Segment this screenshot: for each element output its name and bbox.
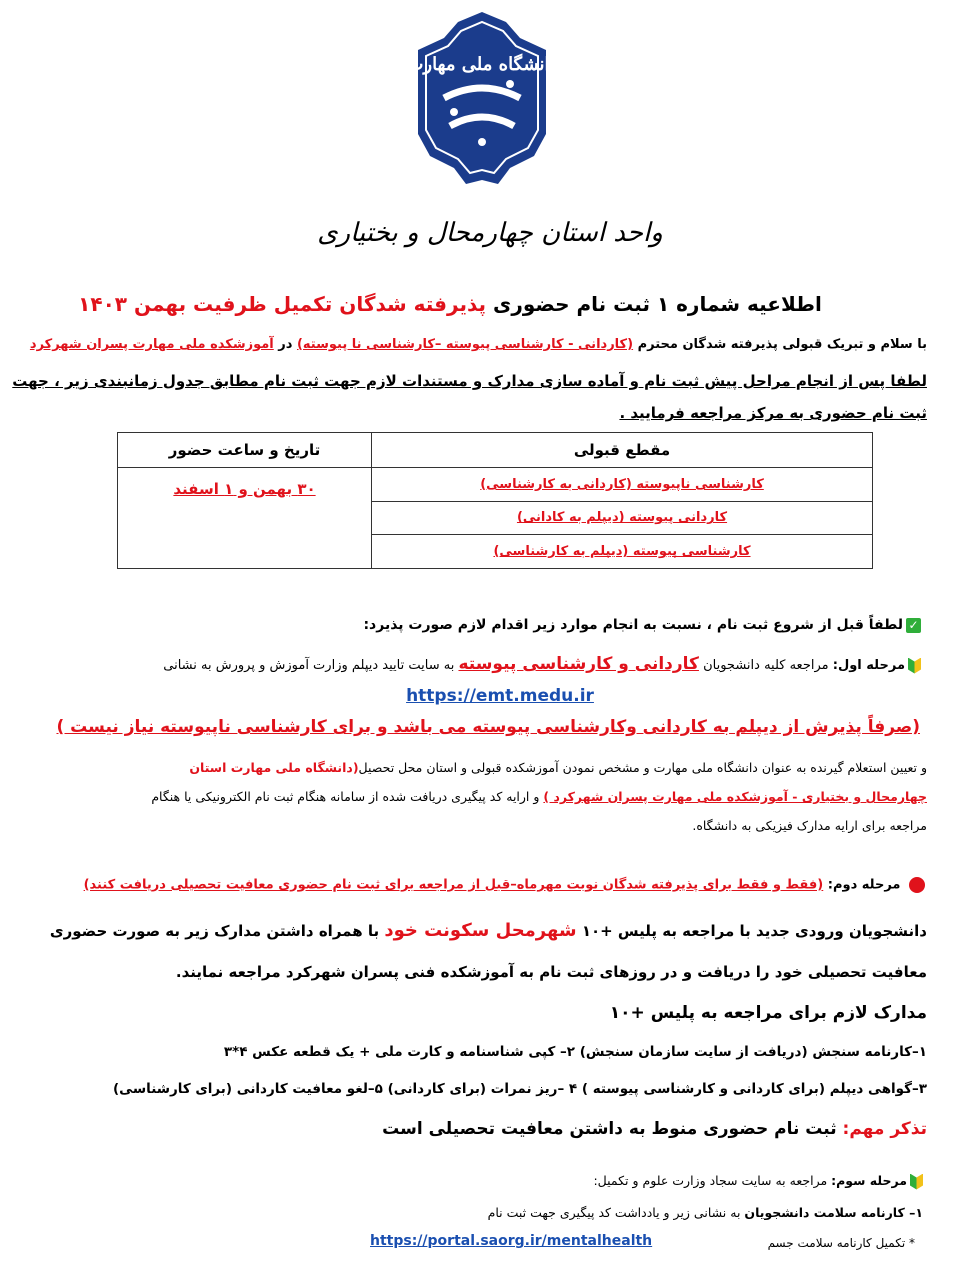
table-cell-level: کاردانی پیوسته (دیپلم به کادانی) bbox=[372, 501, 873, 535]
heading-prefix: اطلاعیه شماره ۱ ثبت نام حضوری bbox=[486, 292, 822, 316]
pre-instructions bbox=[363, 617, 921, 633]
step2-text-a: دانشجویان ورودی جدید با مراجعه به پلیس +۱۰ bbox=[576, 922, 927, 940]
emt-link[interactable]: https://emt.medu.ir bbox=[406, 686, 594, 706]
unit-title: واحد استان چهارمحال و بختیاری bbox=[317, 218, 663, 248]
step1-para-2-text: و ارایه کد پیگیری دریافت شده از سامانه هنگام ثبت نام الکترونیکی یا هنگام bbox=[151, 789, 544, 804]
step1-para-1-highlight: (دانشگاه ملی مهارت استان bbox=[189, 760, 359, 775]
step1-text-a: مراجعه کلیه دانشجویان bbox=[698, 658, 833, 673]
step2-label: مرحله دوم: bbox=[823, 877, 905, 893]
intro-in: در bbox=[273, 337, 297, 352]
step1-para-1 bbox=[189, 760, 927, 775]
step1-highlight: کاردانی و کارشناسی پیوسته bbox=[458, 654, 699, 674]
table-row bbox=[118, 468, 873, 502]
step1-note: (صرفاً پذیرش از دیپلم به کاردانی وکارشناسی پیوسته می باشد و برای کارشناسی ناپیوسته نیاز نیست ) bbox=[56, 717, 920, 737]
table-cell-level: کارشناسی ناپیوسته (کاردانی به کارشناسی) bbox=[372, 468, 873, 502]
step2-note: (فقط و فقط برای پذیرفته شدگان نوبت مهرماه–قبل از مراجعه برای ثبت نام حضوری معافیت تحصیلی دریافت کنند) bbox=[83, 877, 824, 893]
red-circle-icon bbox=[909, 877, 925, 893]
intro-levels: (کاردانی - کارشناسی پیوسته –کارشناسی نا پیوسته) bbox=[296, 337, 634, 352]
reminder bbox=[382, 1119, 927, 1139]
step3-label: مرحله سوم: bbox=[831, 1173, 907, 1188]
step1-label: مرحله اول: bbox=[832, 658, 905, 673]
intro-line-1 bbox=[30, 337, 927, 352]
step2-line-2: معافیت تحصیلی خود را دریافت و در روزهای ثبت نام به آموزشکده فنی پسران شهرکرد مراجعه نمایند. bbox=[175, 963, 927, 981]
logo-shield-icon bbox=[406, 8, 558, 188]
docs-line-2: ۳–گواهی دیپلم (برای کاردانی و کارشناسی پیوسته ) ۴ –ریز نمرات (برای کاردانی) ۵–لغو معافیت کاردانی (برای کارشناسی) bbox=[113, 1081, 927, 1097]
checkmark-icon: ✓ bbox=[906, 618, 921, 633]
step3-item-2: * تکمیل کارنامه سلامت جسم bbox=[767, 1236, 915, 1250]
step1-para-1-text: و تعیین استعلام گیرنده به عنوان دانشگاه ملی مهارت و مشخص نمودن آموزشکده قبولی و استان محل تحصیل bbox=[358, 760, 927, 775]
table-cell-level: کارشناسی پیوسته (دیپلم به کارشناسی) bbox=[372, 535, 873, 569]
intro-greeting: با سلام و تبریک قبولی پذیرفته شدگان محترم bbox=[633, 337, 927, 352]
intro-school: آموزشکده ملی مهارت پسران شهرکرد bbox=[29, 337, 274, 352]
step1-text-b: به سایت تایید دیپلم وزارت آموزش و پرورش به نشانی bbox=[163, 658, 459, 673]
announcement-heading bbox=[60, 292, 840, 316]
beginner-badge-icon bbox=[910, 1174, 923, 1190]
reminder-text: ثبت نام حضوری منوط به داشتن معافیت تحصیلی است bbox=[382, 1119, 843, 1139]
table-header-level: مقطع قبولی bbox=[372, 433, 873, 468]
step1-para-3: مراجعه برای ارایه مدارک فیزیکی به دانشگاه. bbox=[692, 818, 927, 833]
portal-link-row bbox=[370, 1233, 652, 1249]
step1-line bbox=[163, 654, 921, 674]
intro-line-2: لطفا پس از انجام مراحل پیش ثبت نام و آماده سازی مدارک و مستندات لازم جهت ثبت نام مطابق جدول زمانبندی زیر ، جهت bbox=[12, 372, 927, 390]
portal-link[interactable]: https://portal.saorg.ir/mentalhealth bbox=[370, 1233, 653, 1249]
reminder-label: تذکر مهم: bbox=[842, 1119, 927, 1139]
table-header-date: تاریخ و ساعت حضور bbox=[118, 433, 372, 468]
step1-para-2-highlight: چهارمحال و بختیاری - آموزشکده ملی مهارت پسران شهرکرد ) bbox=[543, 789, 927, 804]
docs-line-1: ۱–کارنامه سنجش (دریافت از سایت سازمان سنجش) ۲– کپی شناسنامه و کارت ملی + یک قطعه عکس ۴*۳ bbox=[223, 1044, 927, 1060]
logo-text: دانشگاه ملی مهارت bbox=[406, 54, 558, 75]
step3-item-1-title: ۱– کارنامه سلامت دانشجویان bbox=[744, 1205, 923, 1220]
pre-text: لطفاً قبل از شروع ثبت نام ، نسبت به انجام موارد زیر اقدام لازم صورت پذیرد: bbox=[363, 617, 903, 633]
step1-link-row bbox=[300, 686, 700, 706]
beginner-badge-icon bbox=[908, 658, 921, 674]
intro-line-3: ثبت نام حضوری به مرکز مراجعه فرمایید . bbox=[619, 404, 927, 422]
step3-text: مراجعه به سایت سجاد وزارت علوم و تکمیل: bbox=[593, 1173, 832, 1188]
step3-item-1 bbox=[488, 1205, 923, 1220]
step2-text-b: با همراه داشتن مدارک زیر به صورت حضوری bbox=[49, 922, 385, 940]
university-logo bbox=[406, 8, 558, 188]
schedule-table bbox=[117, 432, 873, 569]
step3-line bbox=[593, 1173, 923, 1190]
step2-line bbox=[84, 877, 925, 893]
step3-item-1-text: به نشانی زیر و یادداشت کد پیگیری جهت ثبت نام bbox=[487, 1205, 745, 1220]
table-header-row bbox=[118, 433, 873, 468]
step2-line-1 bbox=[50, 920, 927, 941]
step2-highlight: شهرمحل سکونت خود bbox=[384, 920, 577, 941]
heading-highlight: پذیرفته شدگان تکمیل ظرفیت بهمن ۱۴۰۳ bbox=[78, 292, 487, 316]
table-cell-date: ۳۰ بهمن و ۱ اسفند bbox=[118, 468, 372, 569]
docs-title: مدارک لازم برای مراجعه به پلیس +۱۰ bbox=[609, 1003, 927, 1023]
step1-para-2 bbox=[151, 789, 927, 804]
